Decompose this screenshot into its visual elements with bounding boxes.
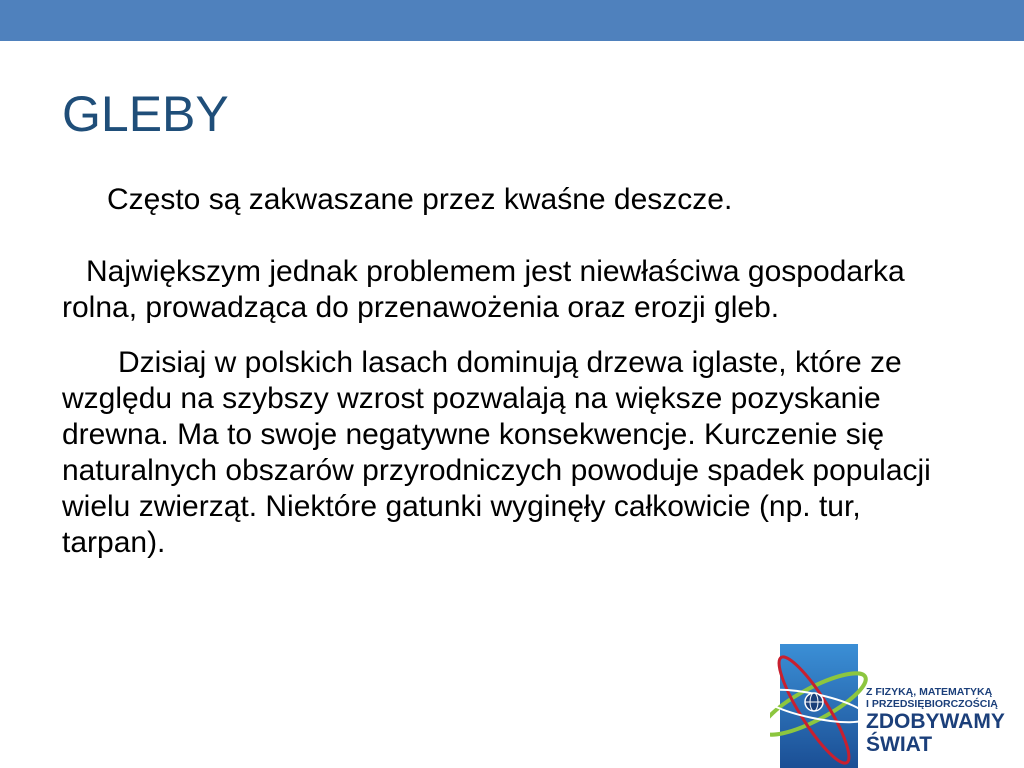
logo-line-3: ZDOBYWAMY bbox=[866, 710, 1005, 733]
paragraph-3: Dzisiaj w polskich lasach dominują drzewa iglaste, które ze względu na szybszy wzrost pozwalają na większe pozyskanie drewna. Ma to swoje negatywne konsekwencje. Kurczenie się naturalnych obszarów przyrodniczych powoduje spadek populacji wielu zwierząt. Niektóre gatunki wyginęły całkowicie (np. tur, tarpan). bbox=[62, 346, 931, 559]
slide-body bbox=[62, 182, 967, 561]
logo-line-1: Z FIZYKĄ, MATEMATYKĄ bbox=[866, 686, 993, 698]
logo-text bbox=[866, 686, 1005, 756]
logo-line-2: I PRZEDSIĘBIORCZOŚCIĄ bbox=[866, 698, 998, 710]
top-accent-bar bbox=[0, 0, 1024, 41]
paragraph-2: Największym jednak problemem jest niewłaściwa gospodarka rolna, prowadząca do przenawożenia oraz erozji gleb. bbox=[62, 255, 905, 324]
paragraph-1: Często są zakwaszane przez kwaśne deszcze. bbox=[107, 183, 733, 216]
slide-title: GLEBY bbox=[62, 86, 229, 142]
project-logo bbox=[770, 630, 1024, 768]
logo-line-4: ŚWIAT bbox=[866, 733, 933, 756]
